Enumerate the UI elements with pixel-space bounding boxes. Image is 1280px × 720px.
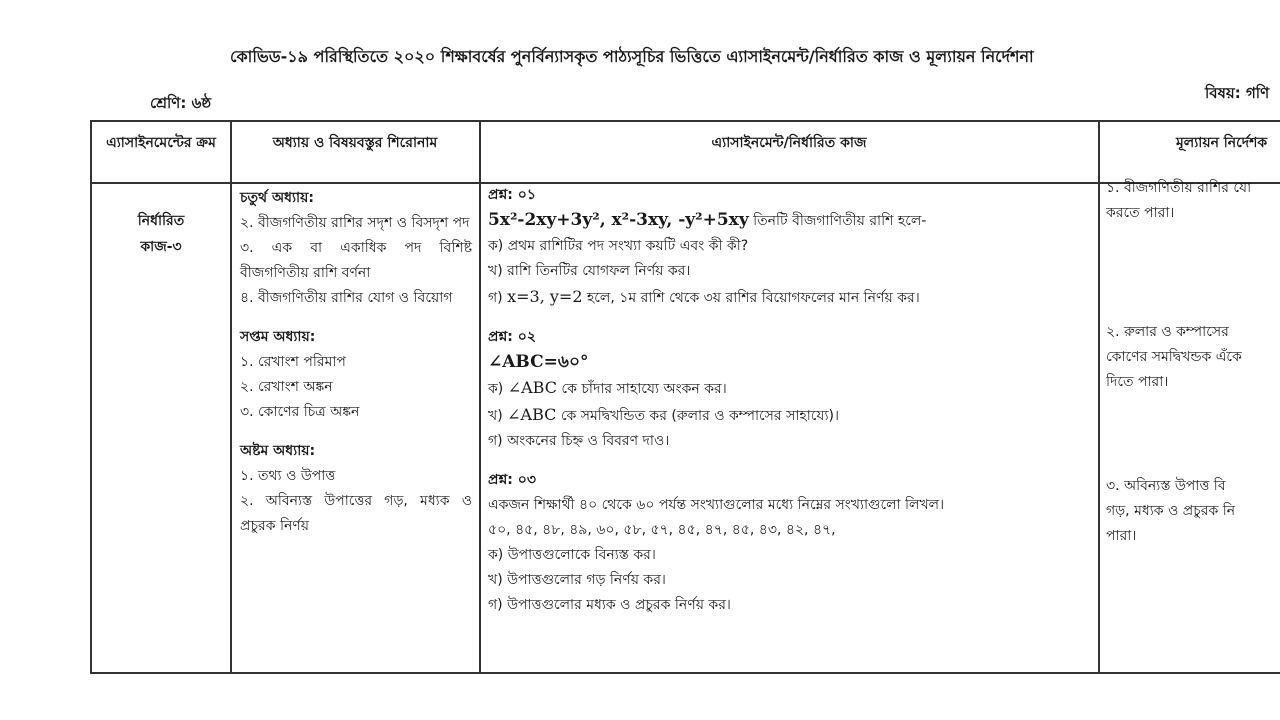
- column-divider-1: [230, 120, 232, 674]
- chapter7-item: ১. রেখাংশ পরিমাপ: [240, 354, 346, 370]
- chapter4-item: ৩. এক বা একাধিক পদ বিশিষ্ট বীজগণিতীয় রাশি বর্ণনা: [240, 240, 472, 281]
- question1-title: প্রশ্ন: ০১: [488, 187, 536, 203]
- question3-title: প্রশ্ন: ০৩: [488, 472, 536, 488]
- assignment-serial-line2: কাজ-৩: [140, 239, 182, 255]
- question3-numbers: ৫০, ৪৫, ৪৮, ৪৯, ৬০, ৫৮, ৫৭, ৪৫, ৪৭, ৪৫, ৪৩, ৪২, ৪৭,: [488, 522, 836, 538]
- chapter8-item: ১. তথ্য ও উপাত্ত: [240, 468, 336, 484]
- chapter-contents: [240, 186, 472, 539]
- question3-part-b: খ) উপাত্তগুলোর গড় নির্ণয় কর।: [488, 572, 666, 588]
- table-top-border: [90, 120, 1280, 122]
- document-title: কোভিড-১৯ পরিস্থিতিতে ২০২০ শিক্ষাবর্ষের পুনর্বিন্যাসকৃত পাঠ্যসূচির ভিত্তিতে এ্যাসাইনমেন্ট/নির্ধারিত কাজ ও মূল্যায়ন নির্দেশনা: [230, 47, 1034, 66]
- header-chapter-title: অধ্যায় ও বিষয়বস্তুর শিরোনাম: [272, 135, 438, 151]
- evaluation-indicator-3: ৩. অবিন্যস্ত উপাত্ত বি গড়, মধ্যক ও প্রচুরক নি পারা।: [1106, 478, 1236, 544]
- assignment-tasks: [488, 183, 1094, 618]
- chapter7-title: সপ্তম অধ্যায়:: [240, 329, 316, 345]
- question3-intro: একজন শিক্ষার্থী ৪০ থেকে ৬০ পর্যন্ত সংখ্যাগুলোর মধ্যে নিম্নের সংখ্যাগুলো লিখল।: [488, 497, 945, 513]
- subject-label: বিষয়: গণি: [1205, 84, 1270, 102]
- evaluation-indicator-2: ২. রুলার ও কম্পাসের কোণের সমদ্বিখন্ডক এঁকে দিতে পারা।: [1106, 324, 1242, 390]
- question1-part-c: গ) x=3, y=2 হলে, ১ম রাশি থেকে ৩য় রাশির বিয়োগফলের মান নির্ণয় কর।: [488, 287, 920, 306]
- question2-part-c: গ) অংকনের চিহ্ন ও বিবরণ দাও।: [488, 433, 670, 449]
- question3-part-c: গ) উপাত্তগুলোর মধ্যক ও প্রচুরক নির্ণয় কর।: [488, 597, 731, 613]
- question1-part-b: খ) রাশি তিনটির যোগফল নির্ণয় কর।: [488, 263, 691, 279]
- chapter4-item: ২. বীজগণিতীয় রাশির সদৃশ ও বিসদৃশ পদ: [240, 215, 470, 231]
- question1-stem: 5x²-2xy+3y², x²-3xy, -y²+5xy তিনটি বীজগাণিতীয় রাশি হলে-: [488, 210, 927, 230]
- question2-title: প্রশ্ন: ০২: [488, 329, 536, 345]
- header-assignment-task: এ্যাসাইনমেন্ট/নির্ধারিত কাজ: [711, 135, 867, 151]
- class-label: শ্রেণি: ৬ষ্ঠ: [150, 94, 212, 112]
- question1-part-a: ক) প্রথম রাশিটির পদ সংখ্যা কয়টি এবং কী কী?: [488, 238, 749, 254]
- evaluation-indicator-1: ১. বীজগণিতীয় রাশির যো করতে পারা।: [1106, 180, 1252, 221]
- column-divider-2: [479, 120, 481, 674]
- header-assignment-serial: এ্যাসাইনমেন্টের ক্রম: [106, 135, 216, 151]
- assignment-serial-line1: নির্ধারিত: [137, 213, 185, 229]
- question2-part-b: খ) ∠ABC কে সমদ্বিখন্ডিত কর (রুলার ও কম্পাসের সাহায্যে)।: [488, 405, 840, 424]
- chapter4-title: চতুর্থ অধ্যায়:: [240, 190, 314, 206]
- chapter7-item: ৩. কোণের চিত্র অঙ্কন: [240, 404, 360, 420]
- table-left-border: [90, 120, 92, 674]
- chapter4-item: ৪. বীজগণিতীয় রাশির যোগ ও বিয়োগ: [240, 290, 453, 306]
- table-bottom-border: [90, 672, 1280, 674]
- chapter8-title: অষ্টম অধ্যায়:: [240, 443, 316, 459]
- question2-part-a: ক) ∠ABC কে চাঁদার সাহায্যে অংকন কর।: [488, 378, 727, 397]
- column-divider-3: [1098, 120, 1100, 674]
- question3-part-a: ক) উপাত্তগুলোকে বিন্যস্ত কর।: [488, 547, 656, 563]
- question1-expression: 5x²-2xy+3y², x²-3xy, -y²+5xy: [488, 210, 749, 230]
- header-evaluation-indicator: মূল্যায়ন নির্দেশক: [1176, 135, 1268, 151]
- chapter8-item: ২. অবিন্যস্ত উপাত্তের গড়, মধ্যক ও প্রচুরক নির্ণয়: [240, 493, 472, 534]
- question2-angle: ∠ABC=৬০°: [488, 352, 589, 372]
- assignment-serial: [96, 208, 226, 260]
- chapter7-item: ২. রেখাংশ অঙ্কন: [240, 379, 333, 395]
